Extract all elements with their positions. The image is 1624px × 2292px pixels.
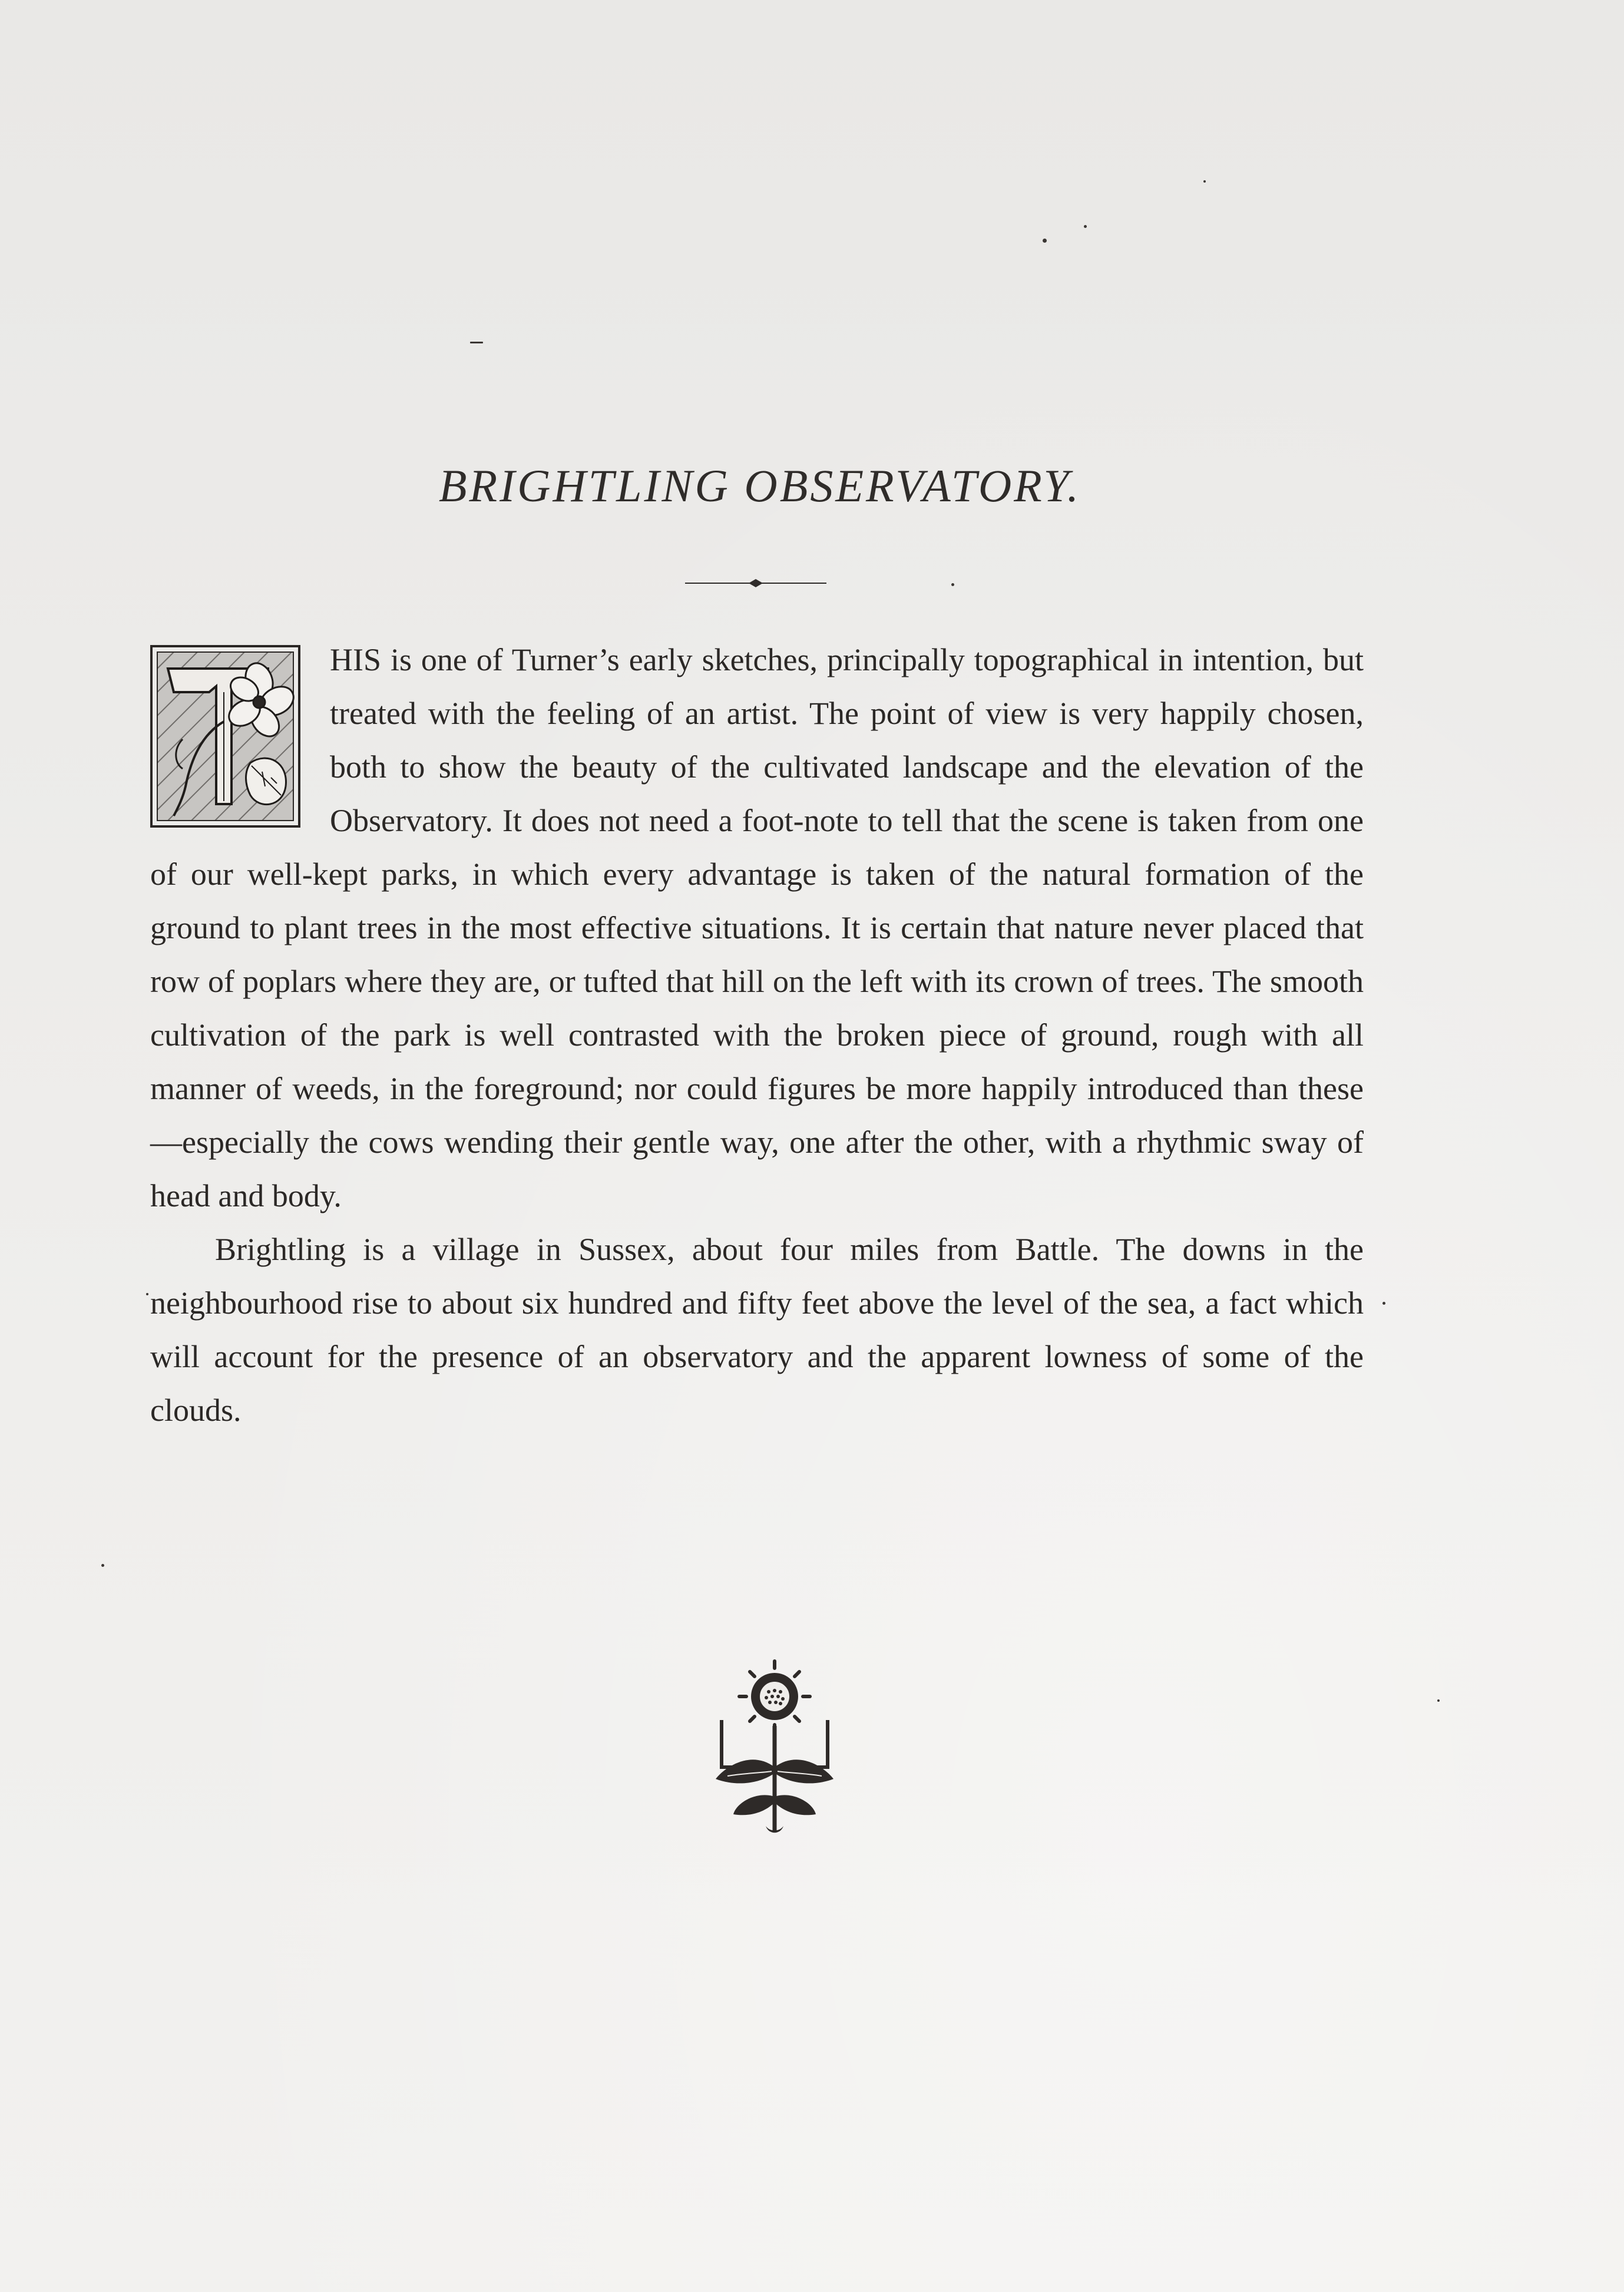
- diamond-rule-icon: [685, 574, 826, 592]
- paper-speck: [1382, 1302, 1385, 1305]
- floral-initial-icon: [150, 645, 300, 828]
- paper-speck: [101, 1564, 104, 1567]
- paper-speck: [1043, 239, 1047, 243]
- article-body: [150, 633, 1364, 1437]
- paper-speck: [470, 342, 483, 343]
- paper-speck: [951, 583, 954, 586]
- paragraph-2: Brightling is a village in Sussex, about four miles from Battle. The downs in the neighbourhood rise to about six hundred and fifty feet above the level of the sea, a fact which will account for the presence of an observatory and the apparent lowness of some of the clouds.: [150, 1232, 1364, 1428]
- paper-speck: [146, 1293, 148, 1295]
- paragraph-1: HIS is one of Turner’s early sketches, principally topographical in intention, but treated with the feeling of an artist. The point of view is very happily chosen, both to show the beauty of the cultivated landscape and the elevation of the Observatory. It does not need a foot-note to tell that the scene is taken from one of our well-kept parks, in which every advantage is taken of the natural formation of the ground to plant trees in the most effective situations. It is certain that nature never placed that row of poplars where they are, or tufted that hill on the left with its crown of trees. The smooth cultivation of the park is well contrasted with the broken piece of ground, rough with all manner of weeds, in the foreground; nor could figures be more happily introduced than these—especially the cows wending their gentle way, one after the other, with a rhythmic sway of head and body.: [150, 642, 1364, 1213]
- paper-speck: [1203, 180, 1206, 183]
- paper-speck: [1084, 225, 1087, 228]
- page-title: BRIGHTLING OBSERVATORY.: [438, 460, 1081, 511]
- paper-speck: [1437, 1699, 1440, 1702]
- sunflower-ornament-icon: [710, 1655, 839, 1844]
